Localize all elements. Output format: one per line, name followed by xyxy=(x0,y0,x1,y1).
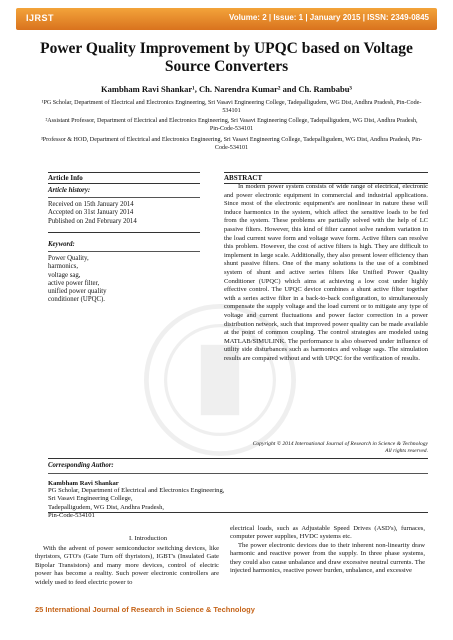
section-heading-introduction: I. Introduction xyxy=(128,535,168,542)
abstract-text: In modern power system consists of wide range of electrical, electronic and power electronic equipment in commercial and industrial applications. Since most of the electronic equipment's are nonlinear in nature these will induce harmonics in the system, which affect the sensitive loads to be fed from the system. These problems are partially solved with the help of LC passive filters. However, this kind of filter cannot solve random variation in the load current wave form and voltage wave form. Active filters can resolve this problem. However, the cost of active filters is high. They are difficult to implement in large scale. Additionally, they also present lower efficiency than shunt passive filters. One of the many solutions is the use of a combined system of shunt and active series filters like Unified Power Quality Conditioner (UPQC) which aims at achieving a low cost under highly effective control. The UPQC device combines a shunt active filter together with a series active filter in a back-to-back configuration, to simultaneously compensate the supply voltage and the load current or to mitigate any type of voltage and current fluctuations and power factor correction in a power distribution network, such that improved power quality can be made available at the point of common coupling. The control strategies are modeled using MATLAB/SIMULINK. The performance is also observed under influence of utility side disturbances such as harmonics and voltage sags. The simulation results are compared without and with UPQC for the verification of results. xyxy=(224,183,428,362)
article-history xyxy=(48,187,200,226)
corresponding-author-block: Corresponding Author: Kambham Ravi Shankar PG Scholar, Department of Electrical and Electronics Engineering, Sri Vasavi Engineering College, Tadepalligudem, WG Dist, Andhra Pradesh, Pin-Code-534101 xyxy=(48,462,428,520)
received-date: Received on 15th January 2014 xyxy=(48,201,134,209)
copyright: Copyright © 2014 International Journal of Research in Science & Technology All rights reserved. xyxy=(252,441,428,455)
accepted-date: Accepted on 31st January 2014 xyxy=(48,209,134,217)
keyword: unified power quality xyxy=(48,288,107,296)
paper-title: Power Quality Improvement by UPQC based on Voltage Source Converters xyxy=(40,40,413,75)
corresponding-author-label: Corresponding Author: xyxy=(48,462,114,469)
keywords-label: Keyword: xyxy=(48,241,75,248)
affiliation-2: ²Assistant Professor, Department of Electrical and Electronics Engineering, Sri Vasavi Engineering College, Tadepalligudem, WG Dist, Andhra Pradesh, Pin-Code-534101 xyxy=(45,118,418,132)
keyword: voltage sag, xyxy=(48,271,81,279)
journal-name: IJRST xyxy=(26,13,55,23)
abstract-heading: ABSTRACT xyxy=(224,174,263,182)
keyword: harmonics, xyxy=(48,263,79,271)
page-footer: 25 International Journal of Research in Science & Technology xyxy=(35,605,255,614)
divider xyxy=(48,172,200,173)
divider xyxy=(48,512,428,513)
keyword: conditioner (UPQC). xyxy=(48,296,106,304)
author-list: Kambham Ravi Shankar¹, Ch. Narendra Kumar² and Ch. Rambabu³ xyxy=(101,84,352,94)
divider xyxy=(48,458,428,459)
divider xyxy=(48,183,200,184)
keyword: Power Quality, xyxy=(48,255,89,263)
affiliation-1: ¹PG Scholar, Department of Electrical and Electronics Engineering, Sri Vasavi Engineering College, Tadepalligudem, WG Dist, Andhra Pradesh, Pin-Code-534101 xyxy=(41,100,422,114)
affiliation-3: ³Professor & HOD, Department of Electrical and Electronics Engineering, Sri Vasavi Engineering College, Tadepalligudem, WG Dist, Andhra Pradesh, Pin-Code-534101 xyxy=(40,137,423,151)
divider xyxy=(224,172,428,173)
corresponding-author-name: Kambham Ravi Shankar xyxy=(48,480,119,487)
intro-right-column: electrical loads, such as Adjustable Speed Drives (ASD's), furnaces, computer power supplies, HVDC systems etc. The power electronic devices due to their inherent non-linearity draw harmonic and reactive power from the supply. In three phase systems, they could also cause unbalance and draw excessive neutral currents. The injected harmonics, reactive power burden, unbalance, and excessive xyxy=(230,525,425,575)
article-info-heading: Article Info xyxy=(48,174,83,182)
article-history-label: Article history: xyxy=(48,187,91,194)
volume-info: Volume: 2 | Issue: 1 | January 2015 | ISSN: 2349-0845 xyxy=(229,13,429,22)
intro-left-column: With the advent of power semiconductor switching devices, like thyristors, GTO's (Gate Turn off thyristors), IGBT's (Insulated Gate Bipolar Transistors) and many more devices, control of electric power has become a reality. Such power electronic controllers are widely used to feed electric power to xyxy=(35,545,219,586)
keyword: active power filter, xyxy=(48,279,100,287)
journal-header-bar xyxy=(16,8,437,30)
divider xyxy=(48,232,200,233)
published-date: Published on 2nd February 2014 xyxy=(48,217,137,225)
keywords-block xyxy=(48,241,200,304)
